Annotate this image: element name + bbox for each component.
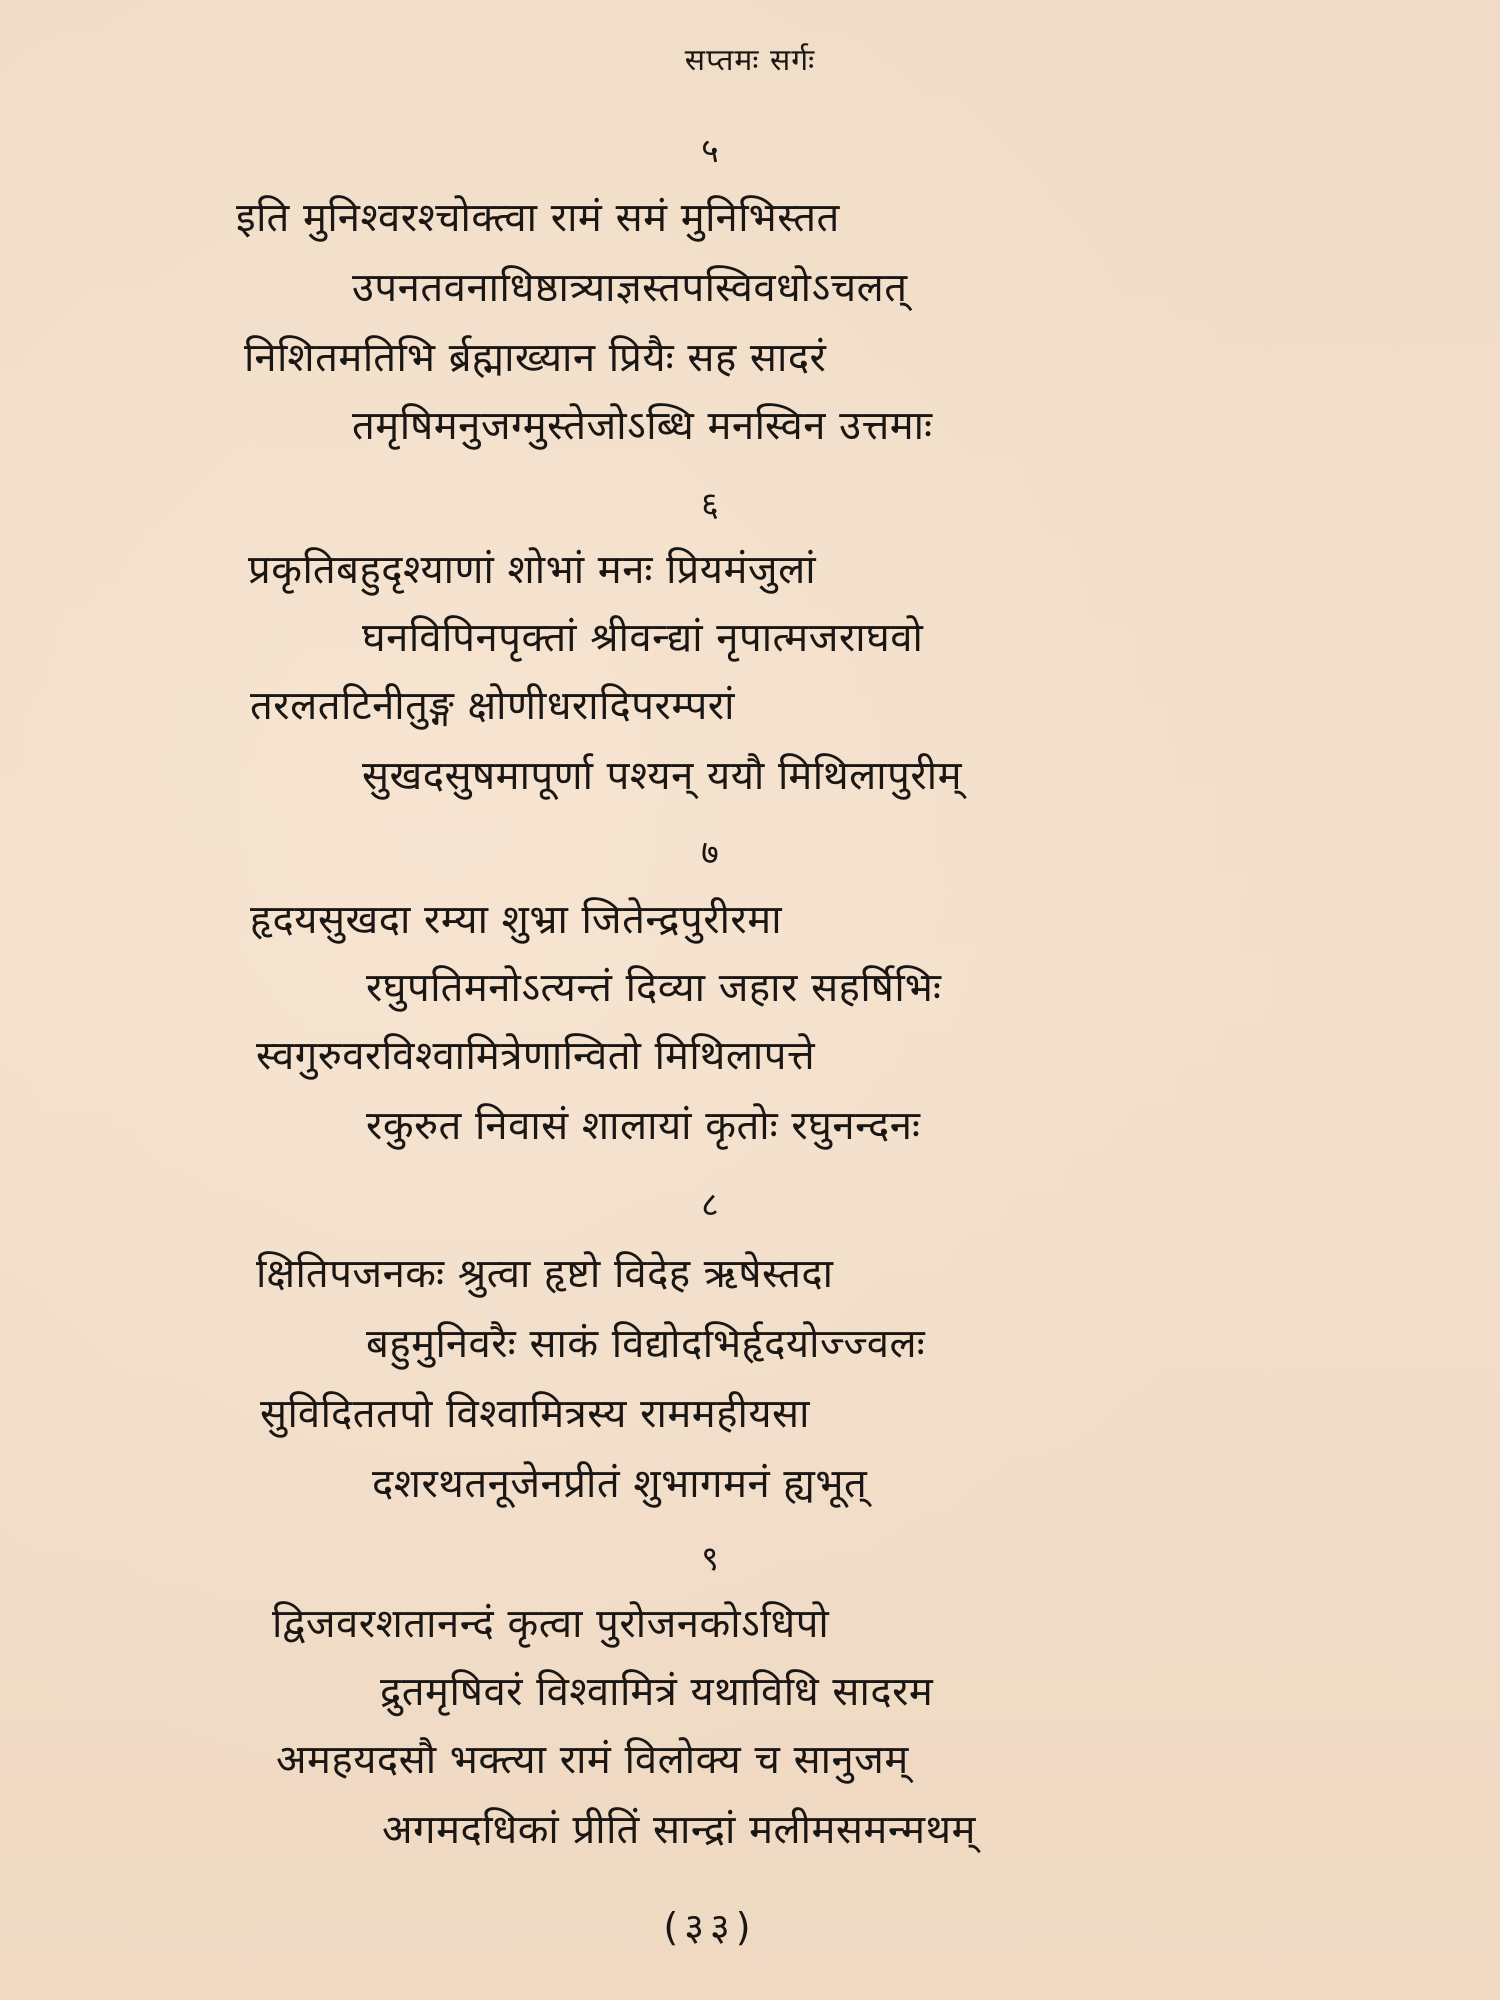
verse-number: ९ <box>701 1539 719 1579</box>
verse-line: तरलतटिनीतुङ्ग क्षोणीधरादिपरम्परां <box>250 683 736 729</box>
verse-line: बहुमुनिवरैः साकं विद्योदभिर्हृदयोज्ज्वलः <box>366 1321 926 1367</box>
verse-line: निशितमतिभि र्ब्रह्माख्यान प्रियैः सह सादरं <box>244 335 827 381</box>
chapter-header: सप्तमः सर्गः <box>684 43 816 78</box>
verse-line: सुखदसुषमापूर्णा पश्यन् ययौ मिथिलापुरीम् <box>362 753 963 799</box>
verse-line: रकुरुत निवासं शालायां कृतोः रघुनन्दनः <box>366 1103 921 1149</box>
verse-number: ५ <box>701 131 719 171</box>
verse-line: तमृषिमनुजग्मुस्तेजोऽब्धि मनस्विन उत्तमाः <box>352 403 933 449</box>
verse-line: इति मुनिश्वरश्चोक्त्वा रामं समं मुनिभिस्तत <box>236 195 840 241</box>
verse-line: उपनतवनाधिष्ठात्र्याज्ञस्तपस्विवधोऽचलत् <box>352 265 908 311</box>
verse-number: ८ <box>701 1185 719 1225</box>
verse-line: द्विजवरशतानन्दं कृत्वा पुरोजनकोऽधिपो <box>272 1601 830 1647</box>
verse-line: द्रुतमृषिवरं विश्वामित्रं यथाविधि सादरम <box>380 1669 934 1715</box>
verse-line: रघुपतिमनोऽत्यन्तं दिव्या जहार सहर्षिभिः <box>366 965 942 1011</box>
verse-line: घनविपिनपृक्तां श्रीवन्द्यां नृपात्मजराघवो <box>362 615 924 661</box>
page-number: (३३) <box>663 1905 757 1949</box>
verse-number: ६ <box>701 485 719 525</box>
verse-line: दशरथतनूजेनप्रीतं शुभागमनं ह्यभूत् <box>372 1461 868 1507</box>
verse-line: अगमदधिकां प्रीतिं सान्द्रां मलीमसमन्मथम् <box>382 1807 976 1853</box>
verse-line: क्षितिपजनकः श्रुत्वा हृष्टो विदेह ऋषेस्तदा <box>256 1251 834 1297</box>
verse-line: सुविदिततपो विश्वामित्रस्य राममहीयसा <box>260 1391 810 1437</box>
verse-line: स्वगुरुवरविश्वामित्रेणान्वितो मिथिलापत्ते <box>256 1033 816 1079</box>
verse-number: ७ <box>701 833 719 873</box>
verse-line: प्रकृतिबहुदृश्याणां शोभां मनः प्रियमंजुलां <box>248 547 817 593</box>
verse-line: अमहयदसौ भक्त्या रामं विलोक्य च सानुजम् <box>276 1737 909 1783</box>
verse-line: हृदयसुखदा रम्या शुभ्रा जितेन्द्रपुरीरमा <box>250 897 783 943</box>
